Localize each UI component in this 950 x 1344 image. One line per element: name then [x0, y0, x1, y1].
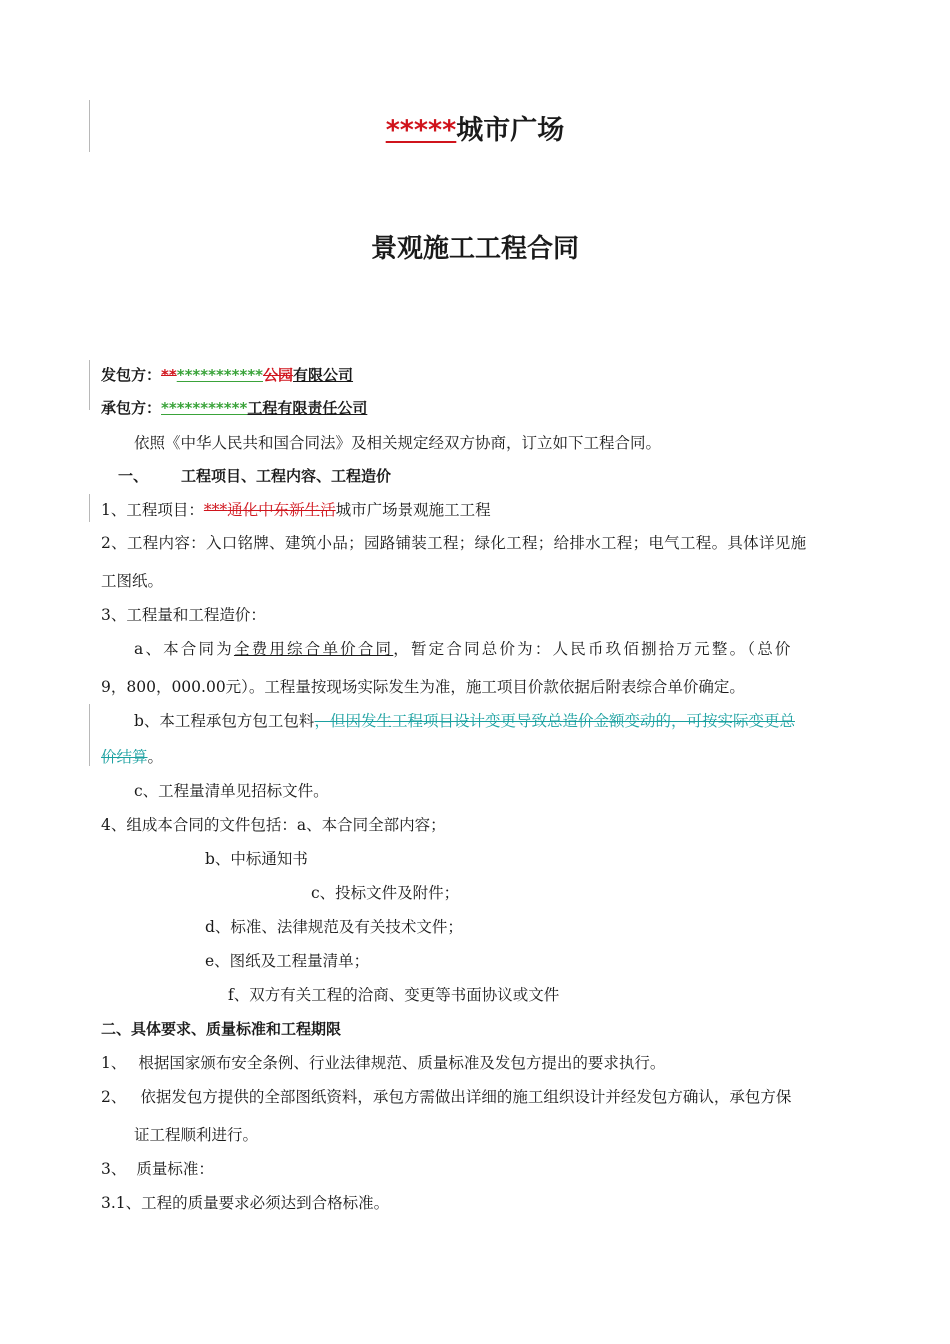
revision-bar — [89, 704, 90, 766]
item-4d: d、标准、法律规范及有关技术文件； — [205, 918, 463, 936]
party-a-line: 发包方：*************公园有限公司 — [101, 366, 354, 384]
item-4e: e、图纸及工程量清单； — [205, 952, 370, 970]
intro-paragraph: 依照《中华人民共和国合同法》及相关规定经双方协商，订立如下工程合同。 — [134, 434, 662, 452]
item-3c: c、工程量清单见招标文件。 — [134, 782, 329, 800]
item-3a-line-2: 9，800，000.00元）。工程量按现场实际发生为准，施工项目价款依据后附表综合单价确定。 — [101, 678, 745, 696]
requirement-2-line-2: 证工程顺利进行。 — [134, 1126, 259, 1144]
revision-bar — [89, 494, 90, 522]
item-4b: b、中标通知书 — [205, 850, 308, 868]
requirement-3: 3、 质量标准： — [101, 1160, 214, 1178]
document-title: *****城市广场 — [385, 115, 565, 146]
item-4c: c、投标文件及附件； — [311, 884, 460, 902]
item-4f: f、双方有关工程的洽商、变更等书面协议或文件 — [228, 986, 560, 1004]
item-3b-line-2: 价结算。 — [101, 748, 164, 766]
item-3-heading: 3、工程量和工程造价： — [101, 606, 266, 624]
requirement-1: 1、 根据国家颁布安全条例、行业法律规范、质量标准及发包方提出的要求执行。 — [101, 1054, 666, 1072]
item-4-heading: 4、组成本合同的文件包括：a、本合同全部内容； — [101, 816, 446, 834]
requirement-3-1: 3.1、工程的质量要求必须达到合格标准。 — [101, 1194, 390, 1212]
section-1-heading: 一、 工程项目、工程内容、工程造价 — [118, 467, 392, 485]
requirement-2-line-1: 2、 依据发包方提供的全部图纸资料，承包方需做出详细的施工组织设计并经发包方确认，承包方保 — [101, 1088, 792, 1106]
revision-bar — [89, 360, 90, 410]
section-2-heading: 二、具体要求、质量标准和工程期限 — [101, 1020, 342, 1038]
watermark — [420, 450, 437, 490]
item-2-line-2: 工图纸。 — [101, 572, 164, 590]
party-b-line: 承包方：***********工程有限责任公司 — [101, 399, 368, 417]
item-3a-line-1: a、本合同为全费用综合单价合同，暂定合同总价为：人民币玖佰捌拾万元整。（总价 — [134, 640, 793, 658]
contract-title: 景观施工工程合同 — [370, 234, 579, 264]
item-3b-line-1: b、本工程承包方包工包料，但因发生工程项目设计变更导致总造价金额变动的，可按实际变更总 — [134, 712, 795, 730]
item-1-project: 1、工程项目：***通化中东新生活城市广场景观施工工程 — [101, 501, 491, 519]
item-2-line-1: 2、工程内容：入口铭牌、建筑小品；园路铺装工程；绿化工程；给排水工程；电气工程。具体详见施 — [101, 534, 807, 552]
